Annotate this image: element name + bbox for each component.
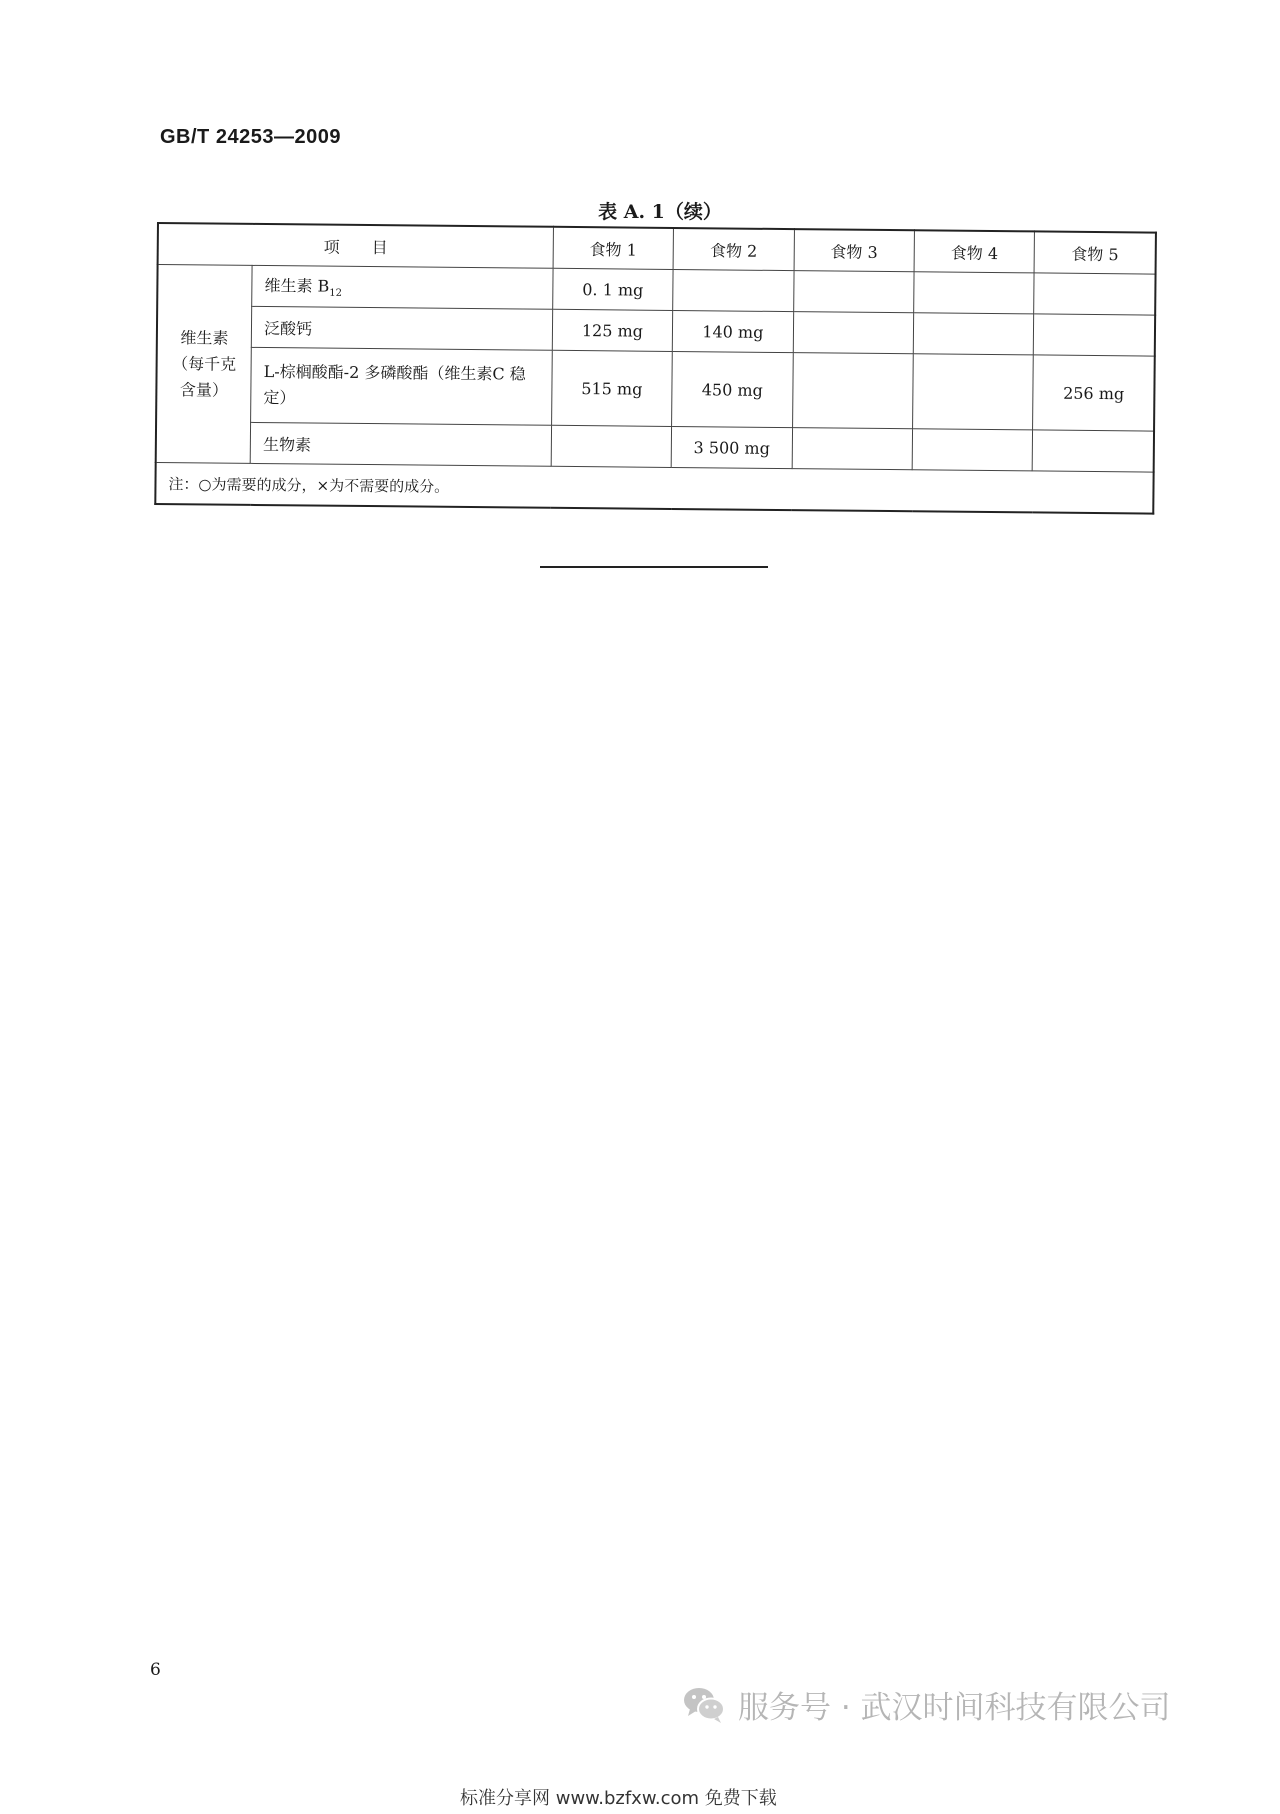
cell-value (1033, 430, 1154, 472)
table-row (156, 347, 1155, 432)
cell-value (673, 269, 794, 311)
row-label: 泛酸钙 (251, 306, 552, 350)
row-label: 生物素 (250, 422, 551, 466)
column-header-food-1: 食物 1 (553, 227, 674, 270)
service-account-watermark (680, 1680, 1171, 1728)
cell-value: 3 500 mg (671, 426, 792, 468)
cell-value (792, 428, 913, 470)
cell-value (792, 353, 913, 429)
cell-value (551, 425, 672, 467)
table-note-row (155, 462, 1153, 513)
cell-value (913, 313, 1034, 355)
page-number: 6 (150, 1660, 161, 1680)
row-label: L-棕榈酸酯-2 多磷酸酯（维生素C 稳定） (251, 347, 552, 425)
cell-value: 140 mg (672, 310, 793, 352)
site-watermark: 标准分享网 www.bzfxw.com 免费下载 (460, 1788, 777, 1809)
cell-value: 0. 1 mg (552, 268, 673, 310)
column-header-food-4: 食物 4 (914, 230, 1035, 273)
service-account-text: 服务号 · 武汉时间科技有限公司 (738, 1689, 1171, 1726)
wechat-icon (680, 1680, 728, 1728)
column-header-food-5: 食物 5 (1035, 231, 1156, 274)
row-label: 维生素 $B_{12}$ (252, 265, 553, 309)
cell-value: 515 mg (551, 350, 672, 426)
cell-value: 450 mg (672, 351, 793, 427)
cell-value: 256 mg (1033, 355, 1155, 431)
cell-value (1034, 314, 1155, 356)
standard-code: GB/T 24253—2009 (160, 126, 341, 148)
cell-value (793, 271, 914, 313)
cell-value (914, 272, 1035, 314)
end-rule (540, 566, 768, 568)
cell-value: 125 mg (552, 309, 673, 351)
table-title: 表 A. 1（续） (598, 201, 722, 223)
cell-value (912, 429, 1033, 471)
cell-value (1034, 273, 1155, 315)
column-header-food-3: 食物 3 (794, 229, 915, 272)
column-header-food-2: 食物 2 (673, 228, 794, 271)
group-label-vitamins: 维生素（每千克含量） (156, 265, 253, 464)
nutrient-table (154, 222, 1157, 515)
table-container (154, 222, 1157, 515)
table-note: 注：○为需要的成分，×为不需要的成分。 (155, 462, 1153, 513)
column-header-item: 项 目 (158, 223, 554, 268)
cell-value (913, 354, 1034, 430)
cell-value (793, 312, 914, 354)
